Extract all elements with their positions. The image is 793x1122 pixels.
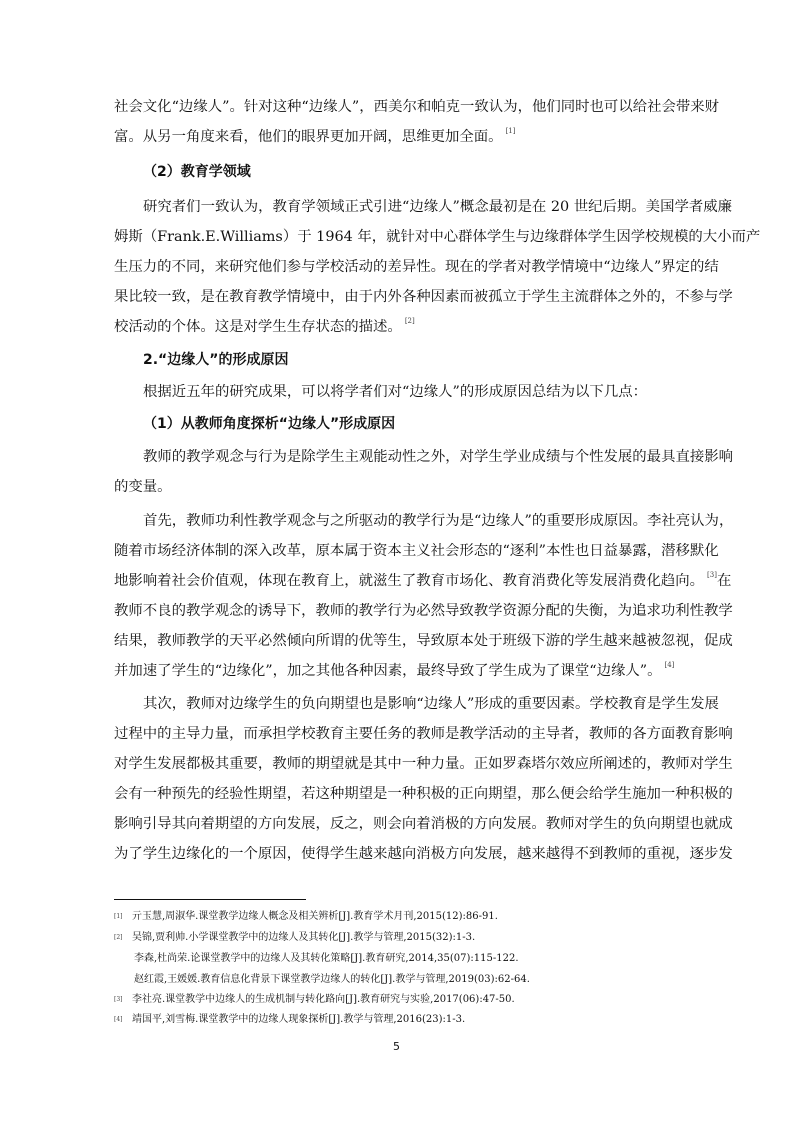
body-line: 过程中的主导力量，而承担学校教育主要任务的教师是教学活动的主导者，教师的各方面教育影响 xyxy=(114,726,733,742)
body-line: 其次，教师对边缘学生的负向期望也是影响“边缘人”形成的重要因素。学校教育是学生发展 xyxy=(143,696,719,712)
footnote-ref[interactable]: [3] xyxy=(707,571,717,579)
body-text: 校活动的个体。这是对学生生存状态的描述。 xyxy=(114,319,402,335)
section-heading: 2.“边缘人”的形成原因 xyxy=(143,352,289,368)
body-text: 在 xyxy=(716,573,732,589)
footnote-mark: [1] xyxy=(114,913,123,920)
footnote-mark: [2] xyxy=(114,934,123,941)
footnote-separator xyxy=(114,899,306,900)
footnote xyxy=(114,931,475,944)
body-line xyxy=(114,127,708,147)
page-number: 5 xyxy=(393,1040,400,1053)
body-line: 教师不良的教学观念的诱导下，教师的教学行为必然导致教学资源分配的失衡，为追求功利性教学 xyxy=(114,603,733,619)
body-text: 地影响着社会价值观，体现在教育上，就滋生了教育市场化、教育消费化等发展消费化趋向。 xyxy=(114,573,705,589)
body-line: 结果，教师教学的天平必然倾向所谓的优等生，导致原本处于班级下游的学生越来越被忽视，促成 xyxy=(114,633,733,649)
body-line xyxy=(114,317,708,337)
body-line: 根据近五年的研究成果，可以将学者们对“边缘人”的形成原因总结为以下几点： xyxy=(143,384,647,400)
footnote xyxy=(114,993,515,1006)
body-line xyxy=(114,571,732,591)
body-line: 社会文化“边缘人”。针对这种“边缘人”，西美尔和帕克一致认为，他们同时也可以给社会带来财 xyxy=(114,99,720,115)
section-heading: （1）从教师角度探析“边缘人”形成原因 xyxy=(143,416,396,432)
body-line: 随着市场经济体制的深入改革，原本属于资本主义社会形态的“逐利”本性也日益暴露，潜移默化 xyxy=(114,543,719,559)
body-line xyxy=(114,661,708,681)
footnote-ref[interactable]: [2] xyxy=(404,317,415,325)
footnote-text: 吴锦,贾利帅.小学课堂教学中的边缘人及其转化[J].教学与管理,2015(32):1-3. xyxy=(132,932,476,943)
footnote-text: 李森,杜尚荣.论课堂教学中的边缘人及其转化策略[J].教育研究,2014,35(07):115-122. xyxy=(134,953,519,964)
footnote-text: 亓玉慧,周淑华.课堂教学边缘人概念及相关辨析[J].教育学术月刊,2015(12):86-91. xyxy=(132,911,498,922)
footnote xyxy=(134,973,530,986)
section-heading: （2）教育学领域 xyxy=(143,164,251,180)
body-line: 影响引导其向着期望的方向发展，反之，则会向着消极的方向发展。教师对学生的负向期望也就成 xyxy=(114,816,733,832)
body-line: 姆斯（Frank.E.Williams）于 1964 年，就针对中心群体学生与边缘群体学生因学校规模的大小而产 xyxy=(114,229,761,245)
body-line: 首先，教师功利性教学观念与之所驱动的教学行为是“边缘人”的重要形成原因。李社亮认为， xyxy=(143,513,734,529)
footnote-text: 赵红霞,王媛媛.教育信息化背景下课堂教学边缘人的转化[J].教学与管理,2019(03):62-64. xyxy=(134,974,530,985)
footnote-text: 李社亮.课堂教学中边缘人的生成机制与转化路向[J].教育研究与实验,2017(06):47-50. xyxy=(132,994,515,1005)
body-line: 的变量。 xyxy=(114,479,172,495)
body-line: 教师的教学观念与行为是除学生主观能动性之外，对学生学业成绩与个性发展的最具直接影响 xyxy=(143,449,734,465)
footnote-ref[interactable]: [4] xyxy=(664,661,675,669)
footnote-mark: [3] xyxy=(114,996,123,1003)
footnote-text: 靖国平,刘雪梅.课堂教学中的边缘人现象探析[J].教学与管理,2016(23):1-3. xyxy=(132,1014,466,1025)
footnote xyxy=(114,1013,465,1026)
body-line: 为了学生边缘化的一个原因，使得学生越来越向消极方向发展，越来越得不到教师的重视，逐步发 xyxy=(114,846,733,862)
footnote-mark: [4] xyxy=(114,1016,123,1023)
body-line: 果比较一致，是在教育教学情境中，由于内外各种因素而被孤立于学生主流群体之外的，不参与学 xyxy=(114,289,733,305)
body-line: 对学生发展都极其重要，教师的期望就是其中一种力量。正如罗森塔尔效应所阐述的，教师对学生 xyxy=(114,756,733,772)
body-text: 并加速了学生的“边缘化”，加之其他各种因素，最终导致了学生成为了课堂“边缘人”。 xyxy=(114,663,662,679)
body-line: 会有一种预先的经验性期望，若这种期望是一种积极的正向期望，那么便会给学生施加一种积极的 xyxy=(114,786,733,802)
footnote-ref[interactable]: [1] xyxy=(505,127,516,135)
body-text: 富。从另一角度来看，他们的眼界更加开阔，思维更加全面。 xyxy=(114,129,503,145)
body-line: 生压力的不同，来研究他们参与学校活动的差异性。现在的学者对教学情境中“边缘人”界定的结 xyxy=(114,259,719,275)
footnote xyxy=(114,910,498,923)
body-line: 研究者们一致认为，教育学领域正式引进“边缘人”概念最初是在 20 世纪后期。美国学者威廉 xyxy=(143,199,733,215)
footnote xyxy=(134,952,519,965)
